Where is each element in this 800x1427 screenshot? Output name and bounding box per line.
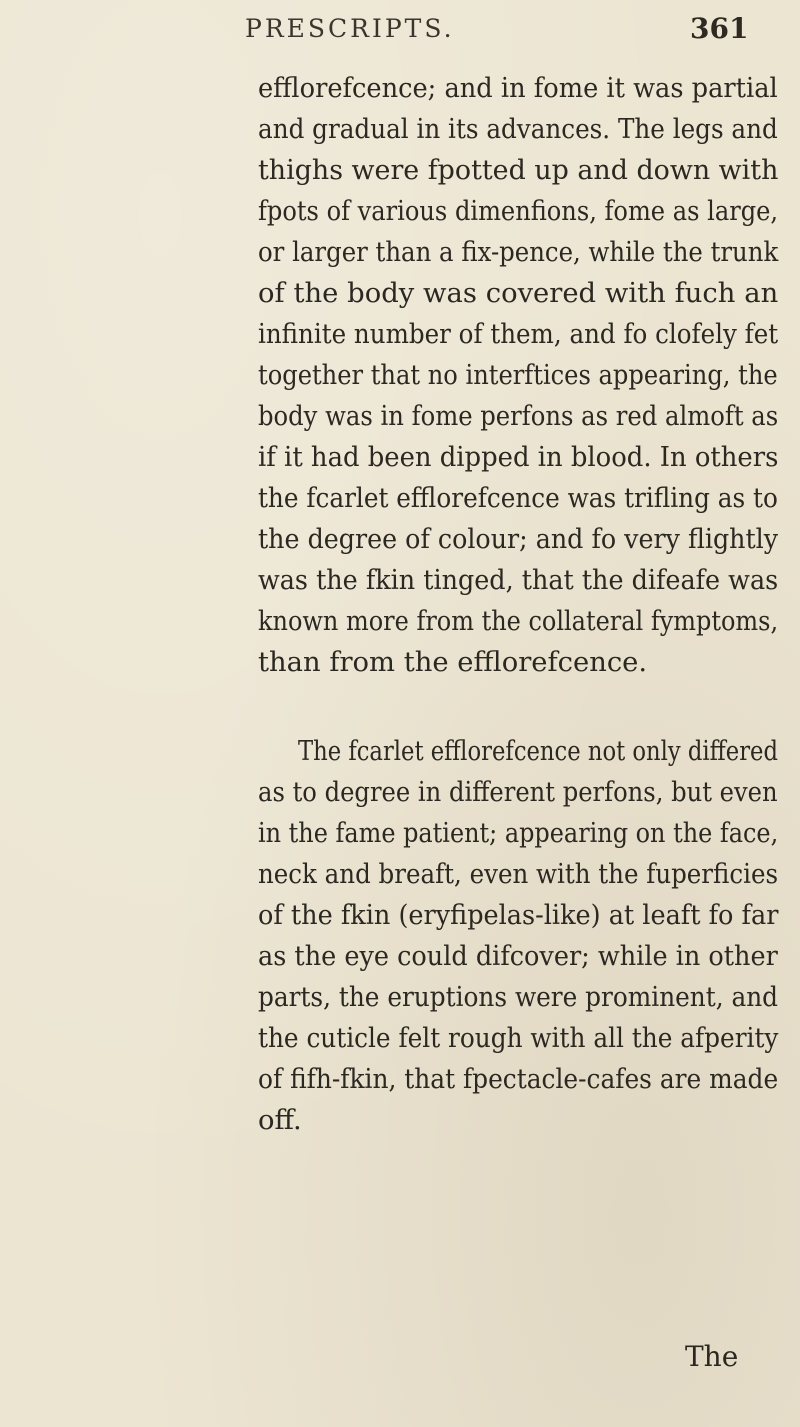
text-line: together that no interftices appearing, the: [258, 360, 778, 391]
text-line: as the eye could difcover; while in other: [258, 941, 778, 972]
text-line: neck and breaft, even with the fuperficies: [258, 859, 779, 890]
text-line: of the fkin (eryfipelas-like) at leaft fo far: [258, 900, 779, 931]
text-line: of fifh-fkin, that fpectacle-cafes are made: [258, 1064, 779, 1095]
text-line: efflorefcence; and in fome it was partial: [258, 73, 778, 104]
text-line: parts, the eruptions were prominent, and: [258, 982, 779, 1013]
text-line: known more from the collateral fymptoms,: [258, 606, 779, 637]
text-line: the degree of colour; and fo very flightly: [258, 524, 779, 555]
text-line: the cuticle felt rough with all the afperity: [258, 1023, 779, 1054]
text-line: off.: [258, 1105, 302, 1136]
page-number: 361: [690, 12, 749, 45]
text-line: The fcarlet efflorefcence not only differed: [298, 736, 778, 767]
text-line: or larger than a fix-pence, while the trunk: [258, 237, 779, 268]
text-line: thighs were fpotted up and down with: [258, 155, 779, 186]
text-line: if it had been dipped in blood. In others: [258, 442, 779, 473]
text-line: in the fame patient; appearing on the face,: [258, 818, 779, 849]
text-line: was the fkin tinged, that the difeafe was: [258, 565, 779, 596]
text-line: and gradual in its advances. The legs and: [258, 114, 778, 145]
text-line: than from the efflorefcence.: [258, 647, 648, 678]
text-line: fpots of various dimenfions, fome as large,: [258, 196, 779, 227]
catchword: The: [685, 1340, 739, 1373]
running-title: PRESCRIPTS.: [245, 14, 455, 43]
text-line: as to degree in different perfons, but even: [258, 777, 778, 808]
text-line: infinite number of them, and fo clofely fet: [258, 319, 779, 350]
text-line: body was in fome perfons as red almoft as: [258, 401, 779, 432]
text-line: of the body was covered with fuch an: [258, 278, 779, 309]
running-head: [0, 8, 800, 56]
text-line: the fcarlet efflorefcence was trifling as to: [258, 483, 778, 514]
